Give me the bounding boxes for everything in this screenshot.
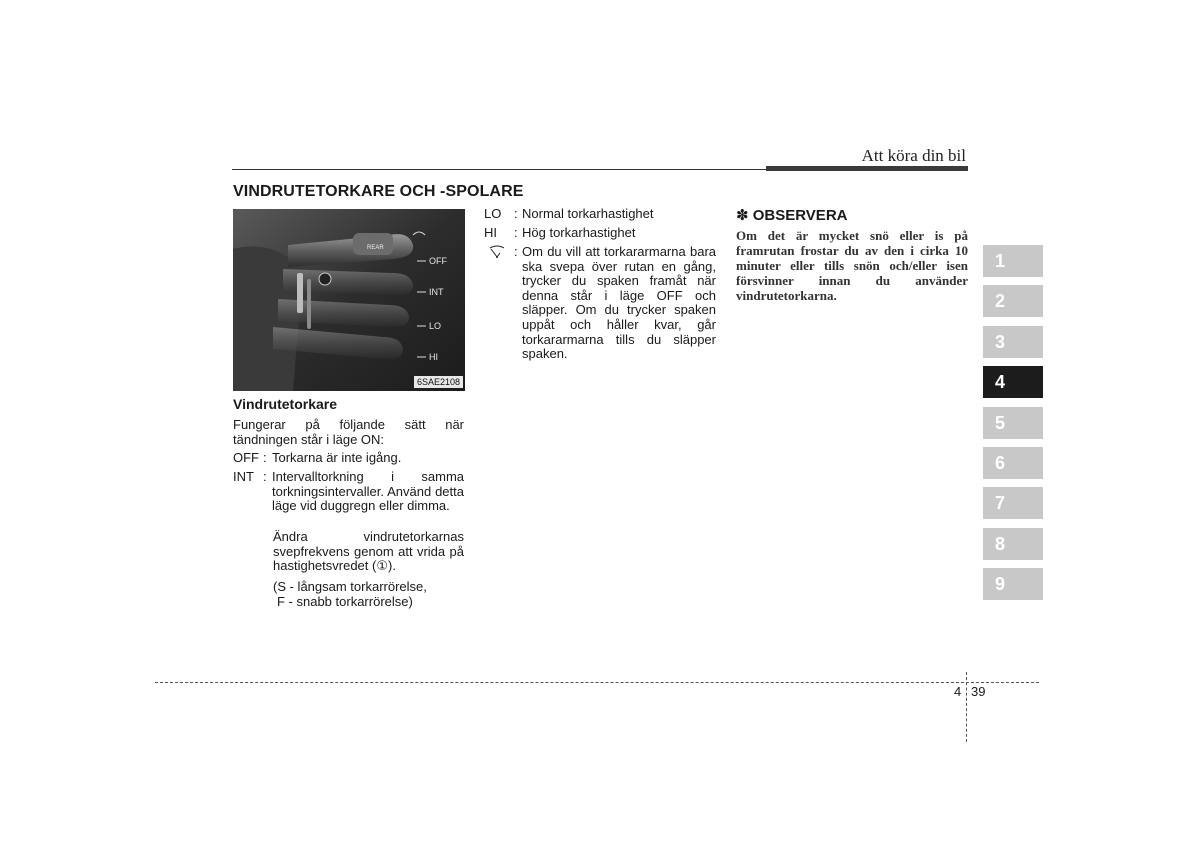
wipers-heading: Vindrutetorkare — [233, 396, 337, 412]
header-divider-accent — [766, 166, 968, 171]
wipers-intro: Fungerar på följande sätt när tändningen står i läge ON: — [233, 417, 464, 447]
mist-sep: : — [514, 244, 518, 259]
int-sep: : — [263, 469, 267, 484]
section-title: VINDRUTETORKARE OCH -SPOLARE — [233, 183, 524, 200]
chapter-tab-2[interactable]: 2 — [983, 285, 1043, 317]
observera-body: Om det är mycket snö eller is på framrutan frostar du av den i cirka 10 minuter eller tills snön och/eller isen försvinner innan du använder vindrutetorkarna. — [736, 228, 968, 303]
wiper-stalk-illustration — [233, 209, 465, 391]
off-description: Torkarna är inte igång. — [272, 450, 402, 465]
int-description: Intervalltorkning i samma torkningsintervaller. Använd detta läge vid duggregn eller dimma. — [272, 469, 464, 514]
int-key: INT — [233, 469, 254, 484]
footer-vertical-divider — [966, 672, 967, 742]
figure-label-hi: HI — [429, 352, 438, 362]
chapter-header-title: Att köra din bil — [861, 146, 966, 165]
figure-label-lo: LO — [429, 321, 442, 331]
chapter-tab-7[interactable]: 7 — [983, 487, 1043, 519]
figure-label-off: OFF — [429, 256, 447, 266]
footer-page-number: 39 — [971, 684, 986, 699]
off-sep: : — [263, 450, 267, 465]
lo-key: LO — [484, 206, 502, 221]
footer-chapter-number: 4 — [954, 684, 962, 699]
int-speed-fast: F - snabb torkarrörelse) — [277, 594, 413, 609]
mist-wiper-icon — [488, 245, 506, 259]
chapter-tab-8[interactable]: 8 — [983, 528, 1043, 560]
chapter-tab-1[interactable]: 1 — [983, 245, 1043, 277]
rear-label: REAR — [367, 245, 384, 251]
hi-sep: : — [514, 225, 518, 240]
wiper-stalk-figure — [233, 209, 465, 391]
lo-sep: : — [514, 206, 518, 221]
int-adjust-description: Ändra vindrutetorkarnas svepfrekvens genom att vrida på hastighetsvredet (①). — [273, 529, 464, 574]
hi-key: HI — [484, 225, 497, 240]
mist-description: Om du vill att torkararmarna bara ska svepa över rutan en gång, trycker du spaken framåt när denna står i läge OFF och släpper. Om du trycker spaken uppåt och håller kvar, går torkararmarna tills du släpper spaken. — [522, 244, 716, 362]
chapter-tab-5[interactable]: 5 — [983, 407, 1043, 439]
chapter-tab-4-active[interactable]: 4 — [983, 366, 1043, 398]
footer-divider — [155, 682, 1039, 683]
chapter-tab-6[interactable]: 6 — [983, 447, 1043, 479]
observera-title: ✽ OBSERVERA — [736, 207, 848, 224]
chapter-tab-9[interactable]: 9 — [983, 568, 1043, 600]
figure-label-int: INT — [429, 287, 444, 297]
chapter-tab-3[interactable]: 3 — [983, 326, 1043, 358]
off-key: OFF — [233, 450, 259, 465]
hi-description: Hög torkarhastighet — [522, 225, 636, 240]
lo-description: Normal torkarhastighet — [522, 206, 654, 221]
figure-code: 6SAE2108 — [414, 376, 463, 388]
int-speed-slow: (S - långsam torkarrörelse, — [273, 579, 427, 594]
